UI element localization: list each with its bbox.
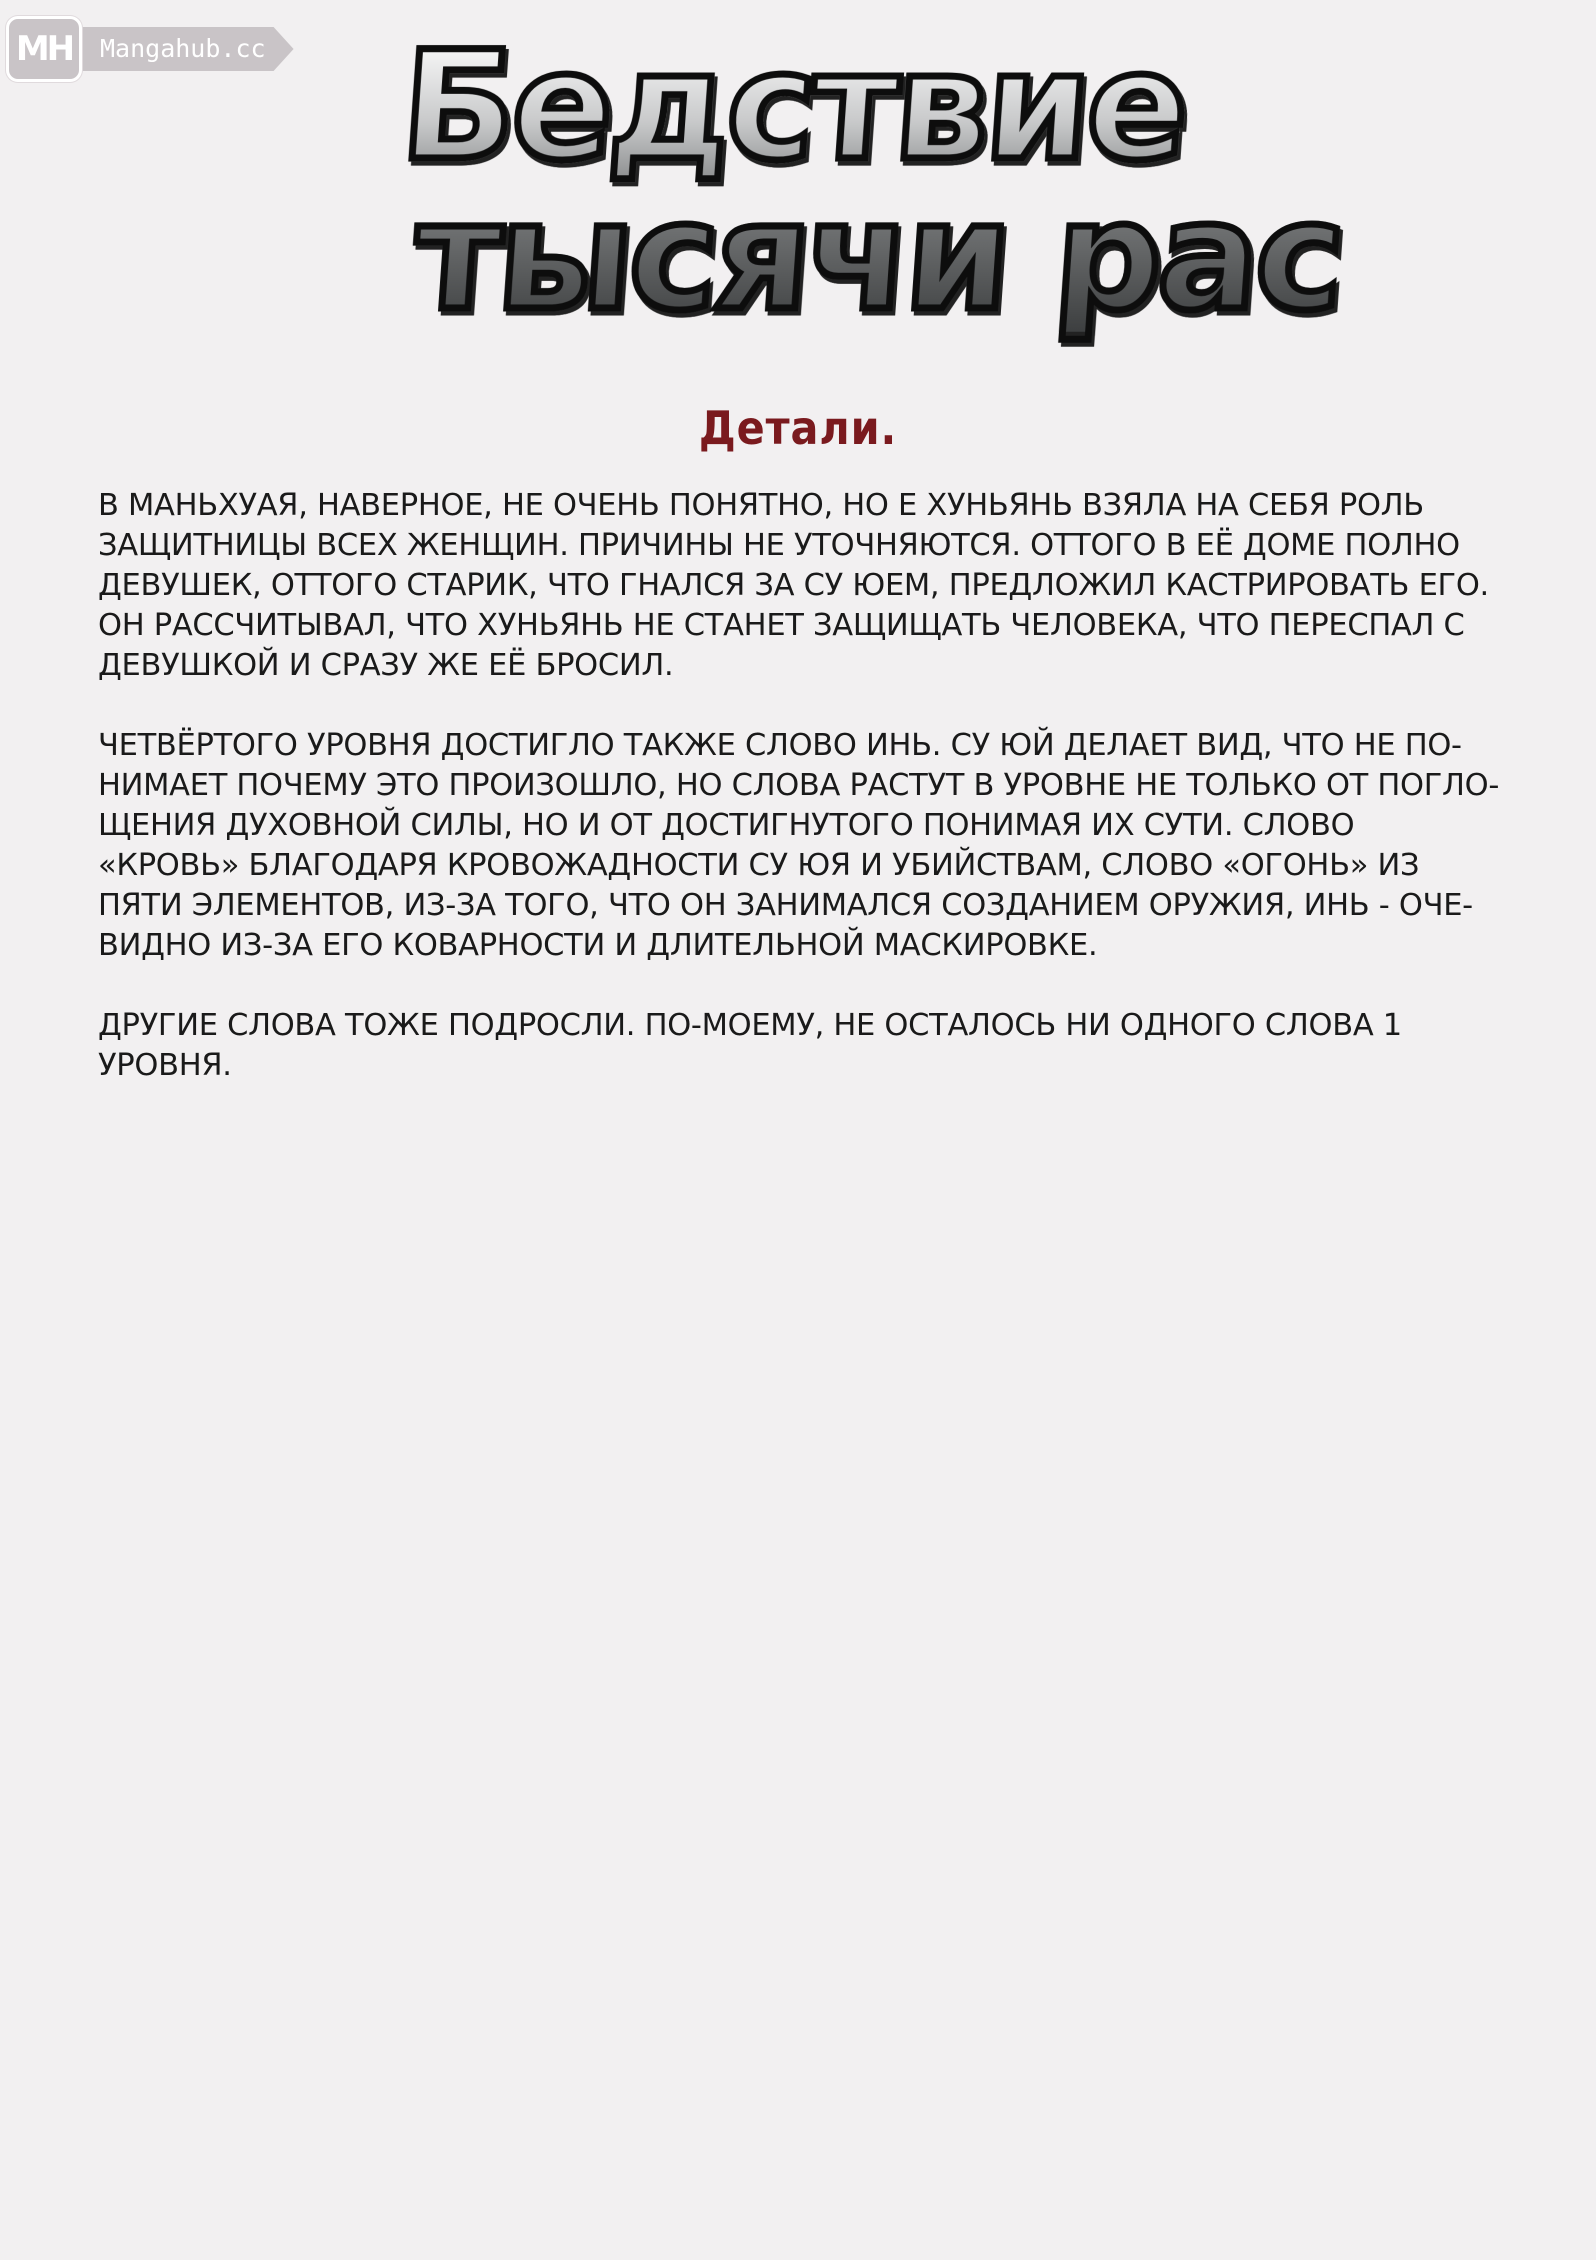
notes-body bbox=[98, 486, 1518, 1126]
page-title bbox=[0, 20, 1596, 344]
paragraph-1: В МАНЬХУАЯ, НАВЕРНОЕ, НЕ ОЧЕНЬ ПОНЯТНО, НО Е ХУНЬЯНЬ ВЗЯЛА НА СЕБЯ РОЛЬ ЗАЩИТНИЦЫ ВСЕХ ЖЕНЩИН. ПРИЧИНЫ НЕ УТОЧНЯЮТСЯ. ОТТОГО В ЕЁ ДОМЕ ПОЛНО ДЕВУШЕК, ОТТОГО СТАРИК, ЧТО ГНАЛСЯ ЗА СУ ЮЕМ, ПРЕДЛОЖИЛ КАСТРИРОВАТЬ ЕГО. ОН РАССЧИТЫВАЛ, ЧТО ХУНЬЯНЬ НЕ СТАНЕТ ЗАЩИЩАТЬ ЧЕЛОВЕКА, ЧТО ПЕРЕСПАЛ С ДЕВУШКОЙ И СРАЗУ ЖЕ ЕЁ БРОСИЛ. bbox=[98, 488, 1489, 683]
paragraph-2: ЧЕТВЁРТОГО УРОВНЯ ДОСТИГЛО ТАКЖЕ СЛОВО ИНЬ. СУ ЮЙ ДЕЛАЕТ ВИД, ЧТО НЕ ПО- НИМАЕТ ПОЧЕМУ ЭТО ПРОИЗОШЛО, НО СЛОВА РАСТУТ В УРОВНЕ НЕ ТОЛЬКО ОТ ПОГЛО- ЩЕНИЯ ДУХОВНОЙ СИЛЫ, НО И ОТ ДОСТИГНУТОГО ПОНИМАЯ ИХ СУТИ. СЛОВО «КРОВЬ» БЛАГОДАРЯ КРОВОЖАДНОСТИ СУ ЮЯ И УБИЙСТВАМ, СЛОВО «ОГОНЬ» ИЗ ПЯТИ ЭЛЕМЕНТОВ, ИЗ-ЗА ТОГО, ЧТО ОН ЗАНИМАЛСЯ СОЗДАНИЕМ ОРУЖИЯ, ИНЬ - ОЧЕ- ВИДНО ИЗ-ЗА ЕГО КОВАРНОСТИ И ДЛИТЕЛЬНОЙ МАСКИРОВКЕ. bbox=[98, 728, 1500, 963]
title-line-2: тысячи рас bbox=[408, 170, 1347, 344]
title-line-1: Бедствие bbox=[395, 20, 1191, 194]
paragraph-3: ДРУГИЕ СЛОВА ТОЖЕ ПОДРОСЛИ. ПО-МОЕМУ, НЕ ОСТАЛОСЬ НИ ОДНОГО СЛОВА 1 УРОВНЯ. bbox=[98, 1008, 1402, 1083]
watermark-logo: MH bbox=[6, 16, 82, 82]
section-title: Детали. bbox=[698, 401, 898, 455]
